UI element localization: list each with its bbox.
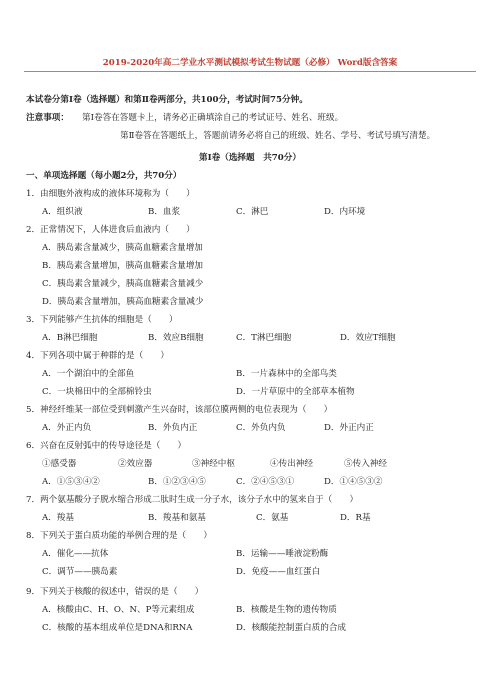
question-6-stem: 6．兴奋在反射弧中的传导途径是（ ） <box>26 441 187 451</box>
question-6-option-c: C．②④⑤③① <box>236 477 295 487</box>
question-3-stem: 3．下列能够产生抗体的细胞是（ ） <box>26 315 178 325</box>
part-title: 一、单项选择题（每小题2分，共70分） <box>26 171 182 181</box>
question-3-option-c: C．T淋巴细胞 <box>236 333 292 343</box>
question-2-option-d: D．胰岛素含量增加，胰高血糖素含量减少 <box>42 297 204 307</box>
question-5-option-b: B．外负内正 <box>148 423 198 433</box>
question-5-option-a: A．外正内负 <box>42 423 92 433</box>
intro-line: 本试卷分第Ⅰ卷（选择题）和第Ⅱ卷两部分，共100分，考试时间75分钟。 <box>26 95 308 105</box>
question-6-option-b: B．①②③④⑤ <box>148 477 206 487</box>
question-1-option-d: D．内环境 <box>324 207 366 217</box>
question-2-option-b: B．胰岛素含量增加，胰高血糖素含量增加 <box>42 261 204 271</box>
question-9-option-a: A．核酸由C、H、O、N、P等元素组成 <box>42 605 195 615</box>
question-7-option-a: A．羧基 <box>42 513 74 523</box>
question-3-option-a: A．B淋巴细胞 <box>42 333 98 343</box>
question-1-option-a: A．组织液 <box>42 207 83 217</box>
question-4-option-b: B．一片森林中的全部鸟类 <box>236 369 337 379</box>
question-3-option-d: D．效应T细胞 <box>340 333 396 343</box>
question-1-stem: 1．由细胞外液构成的液体环境称为（ ） <box>26 189 195 199</box>
notice-2: 第Ⅱ卷答在答题纸上，答题前请务必将自己的班级、姓名、学号、考试号填写清楚。 <box>120 131 436 141</box>
question-6-item-5: ⑤传入神经 <box>344 459 387 469</box>
question-6-option-d: D．①④⑤③② <box>324 477 383 487</box>
page-title: 2019-2020年高二学业水平测试模拟考试生物试题（必修） Word版含答案 <box>102 58 398 68</box>
question-3-option-b: B．效应B细胞 <box>148 333 204 343</box>
question-1-option-b: B．血浆 <box>148 207 181 217</box>
question-9-option-b: B．核酸是生物的遗传物质 <box>236 605 337 615</box>
question-7-option-c: C．氨基 <box>256 513 289 523</box>
question-9-option-d: D．核酸能控制蛋白质的合成 <box>236 623 347 633</box>
question-4-stem: 4．下列各项中属于种群的是（ ） <box>26 351 169 361</box>
question-5-option-d: D．外正内正 <box>324 423 374 433</box>
question-7-option-b: B．羧基和氨基 <box>148 513 206 523</box>
question-2-stem: 2．正常情况下，人体进食后血液内（ ） <box>26 225 195 235</box>
question-2-option-a: A．胰岛素含量减少，胰高血糖素含量增加 <box>42 243 203 253</box>
section-title: 第Ⅰ卷（选择题 共70分） <box>199 153 301 163</box>
question-8-option-a: A．催化——抗体 <box>42 549 109 559</box>
question-8-option-d: D．免疫——血红蛋白 <box>236 567 321 577</box>
notice-label: 注意事项： <box>26 113 69 123</box>
question-8-option-c: C．调节——胰岛素 <box>42 567 118 577</box>
title-divider <box>24 71 476 72</box>
question-5-stem: 5．神经纤维某一部位受到刺激产生兴奋时，该部位膜两侧的电位表现为（ ） <box>26 405 333 415</box>
question-8-stem: 8．下列关于蛋白质功能的举例合理的是（ ） <box>26 531 212 541</box>
notice-1: 第Ⅰ卷答在答题卡上，请务必正确填涂自己的考试证号、姓名、班级。 <box>82 113 344 123</box>
question-6-option-a: A．①⑤③④② <box>42 477 100 487</box>
question-6-item-2: ②效应器 <box>118 459 153 469</box>
question-7-stem: 7．两个氨基酸分子脱水缩合形成二肽时生成一分子水，该分子水中的氢来自于（ ） <box>26 495 359 505</box>
question-6-item-4: ④传出神经 <box>270 459 313 469</box>
question-8-option-b: B．运输——唾液淀粉酶 <box>236 549 329 559</box>
question-7-option-d: D．R基 <box>340 513 371 523</box>
question-4-option-a: A．一个湖泊中的全部鱼 <box>42 369 135 379</box>
question-9-option-c: C．核酸的基本组成单位是DNA和RNA <box>42 623 193 633</box>
question-4-option-c: C．一块棉田中的全部棉铃虫 <box>42 387 152 397</box>
question-6-item-1: ①感受器 <box>42 459 77 469</box>
question-5-option-c: C．外负内负 <box>236 423 286 433</box>
question-4-option-d: D．一片草原中的全部草本植物 <box>236 387 355 397</box>
question-9-stem: 9．下列关于核酸的叙述中，错误的是（ ） <box>26 587 204 597</box>
question-2-option-c: C．胰岛素含量减少，胰高血糖素含量减少 <box>42 279 204 289</box>
question-6-item-3: ③神经中枢 <box>192 459 235 469</box>
question-1-option-c: C．淋巴 <box>236 207 269 217</box>
